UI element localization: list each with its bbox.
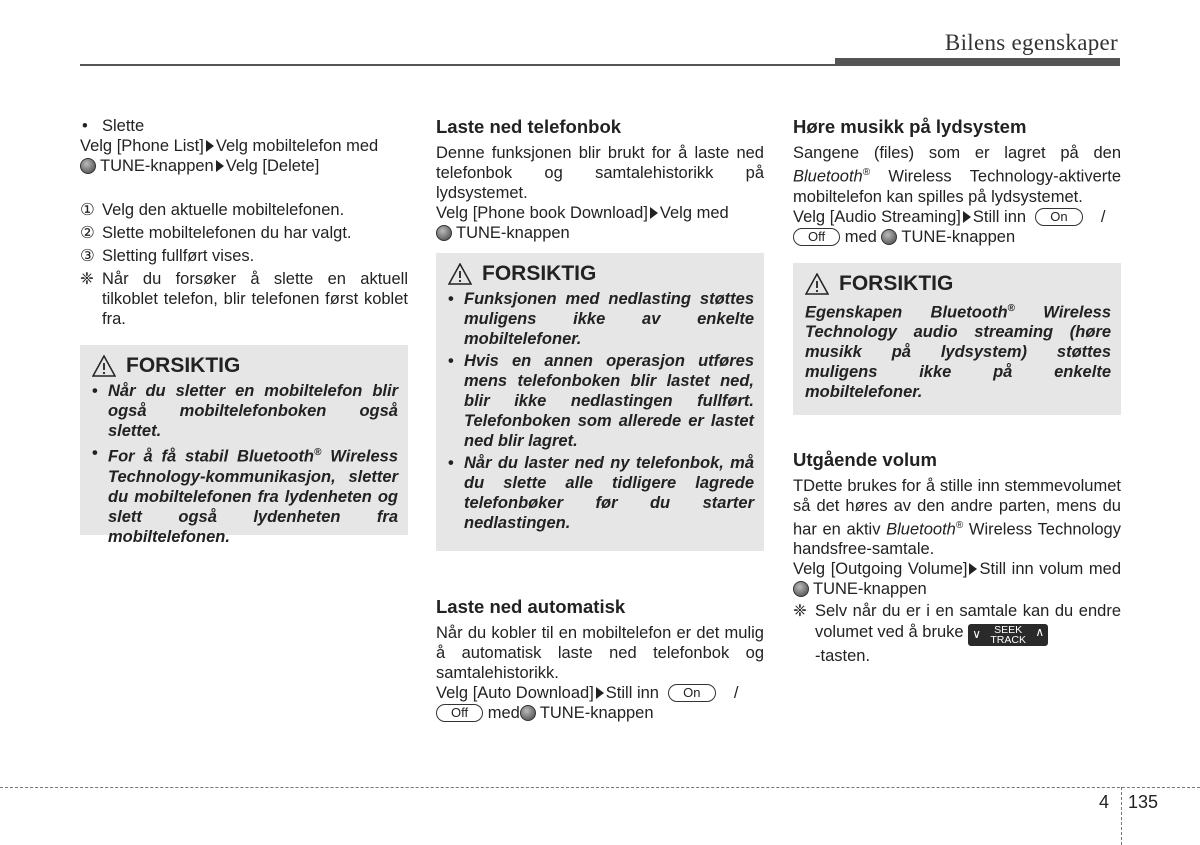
arrow-right-icon bbox=[596, 687, 604, 699]
step-text: Velg den aktuelle mobiltelefonen. bbox=[102, 201, 345, 219]
text: For å få stabil Bluetooth bbox=[108, 447, 315, 466]
instruction bbox=[793, 207, 1121, 247]
seek-label: SEEK bbox=[994, 624, 1023, 636]
chevron-down-icon: ∨ bbox=[972, 627, 981, 641]
paragraph bbox=[793, 143, 1121, 207]
list-item: • Hvis en annen operasjon utføres mens telefonboken blir lastet ned, blir ikke nedlastingen fullført. Telefonboken som allerede er lastet ned blir lagret. bbox=[446, 351, 754, 451]
instr-text: Still inn bbox=[605, 684, 659, 702]
text: TDette brukes for å stille inn stemmevolumet så det høres av den andre parten, mens du har en aktiv bbox=[793, 476, 1121, 538]
section-heading: Laste ned telefonbok bbox=[436, 116, 622, 137]
step-text: Sletting fullført vises. bbox=[102, 247, 255, 265]
step-text: Slette mobiltelefonen du har valgt. bbox=[102, 224, 352, 242]
tune-knob-icon bbox=[80, 158, 96, 174]
footer-divider bbox=[0, 787, 1200, 788]
instruction bbox=[793, 559, 1121, 599]
delete-steps bbox=[80, 200, 408, 266]
instr-text: TUNE-knappen bbox=[813, 580, 927, 598]
header-bar bbox=[835, 58, 1120, 66]
paragraph bbox=[793, 476, 1121, 560]
arrow-right-icon bbox=[650, 207, 658, 219]
tune-knob-icon bbox=[793, 581, 809, 597]
text: Egenskapen Bluetooth bbox=[805, 303, 1008, 321]
separator: / bbox=[1100, 207, 1106, 226]
text: Wireless Technology audio streaming (høre musikk på lydsystem) støttes muligens ikke på enkelte mobiltelefoner. bbox=[805, 303, 1111, 401]
caution-title bbox=[446, 263, 754, 285]
instr-text: Velg [Phone List] bbox=[80, 137, 204, 155]
registered-mark: ® bbox=[1007, 302, 1015, 314]
section-heading: Laste ned automatisk bbox=[436, 596, 626, 617]
column-left bbox=[80, 116, 408, 546]
column-right bbox=[793, 116, 1121, 667]
list-item: • Funksjonen med nedlasting støttes muligens ikke av enkelte mobiltelefoner. bbox=[446, 289, 754, 349]
chapter-number: 4 bbox=[1099, 792, 1110, 812]
warning-icon bbox=[805, 273, 829, 295]
list-item: • Når du sletter en mobiltelefon blir også mobiltelefonboken også slettet. bbox=[90, 381, 398, 441]
list-item: • Når du laster ned ny telefonbok, må du slette alle tidligere lagrede telefonbøker før du starter nedlastingen. bbox=[446, 453, 754, 533]
paragraph: Denne funksjonen blir brukt for å laste ned telefonbok og samtalehistorikk på lydsystemet. bbox=[436, 144, 764, 202]
caution-title-text: FORSIKTIG bbox=[126, 354, 241, 377]
caution-title bbox=[803, 273, 1111, 295]
page-header-title: Bilens egenskaper bbox=[944, 30, 1118, 55]
instr-text: Velg mobiltelefon med bbox=[215, 137, 379, 155]
instr-text: TUNE-knappen bbox=[539, 704, 654, 722]
bluetooth-text: Bluetooth bbox=[793, 167, 863, 186]
arrow-right-icon bbox=[216, 160, 224, 172]
instr-text: Velg [Auto Download] bbox=[436, 684, 594, 702]
instruction bbox=[436, 683, 764, 723]
section-heading: Utgående volum bbox=[793, 448, 937, 470]
on-button-icon: On bbox=[668, 684, 715, 702]
instr-text: Velg [Outgoing Volume] bbox=[793, 560, 968, 578]
arrow-right-icon bbox=[206, 140, 214, 152]
text: Wireless Technology-kommunikasjon, sletter du mobiltelefonen fra lydenheten og slett også lydenheten fra mobiltelefonen. bbox=[108, 447, 398, 546]
separator: / bbox=[733, 684, 739, 702]
registered-mark: ® bbox=[862, 167, 871, 178]
registered-mark: ® bbox=[955, 519, 964, 531]
caution-box bbox=[80, 345, 408, 546]
list-item bbox=[80, 200, 408, 220]
instr-text: Velg [Audio Streaming] bbox=[793, 207, 961, 226]
instr-text: Velg med bbox=[659, 204, 729, 222]
section-heading: Høre musikk på lydsystem bbox=[793, 116, 1027, 137]
step-number: ③ bbox=[80, 247, 95, 265]
track-label: TRACK bbox=[990, 634, 1026, 646]
note bbox=[793, 601, 1121, 667]
bluetooth-text: Bluetooth bbox=[886, 520, 956, 538]
off-button-icon: Off bbox=[436, 704, 483, 722]
note-text: Når du forsøker å slette en aktuell tilkoblet telefon, blir telefonen først koblet fra. bbox=[102, 270, 408, 328]
instr-text: Velg [Phone book Download] bbox=[436, 204, 648, 222]
warning-icon bbox=[448, 263, 472, 285]
tune-knob-icon bbox=[520, 705, 536, 721]
caution-title-text: FORSIKTIG bbox=[482, 262, 597, 285]
seek-track-key-icon bbox=[968, 624, 1048, 646]
note-text: -tasten. bbox=[815, 647, 871, 665]
delete-instruction bbox=[80, 136, 408, 176]
instr-text: TUNE-knappen bbox=[100, 157, 214, 175]
bullet-slette: • Slette bbox=[80, 116, 408, 136]
list-item bbox=[80, 223, 408, 243]
list-item bbox=[90, 443, 398, 547]
caution-title-text: FORSIKTIG bbox=[839, 271, 954, 295]
warning-icon bbox=[92, 355, 116, 377]
caution-title bbox=[90, 355, 398, 377]
paragraph: Når du kobler til en mobiltelefon er det mulig å automatisk laste ned telefonbok og samtalehistorikk. bbox=[436, 624, 764, 682]
step-number: ① bbox=[80, 201, 95, 219]
instr-text: Velg [Delete] bbox=[225, 157, 320, 175]
on-button-icon: On bbox=[1035, 208, 1082, 226]
instr-text: med bbox=[844, 227, 877, 246]
arrow-right-icon bbox=[969, 563, 977, 575]
caution-list bbox=[90, 381, 398, 547]
note-text: Selv når du er i en samtale kan du endre volumet ved å bruke bbox=[815, 602, 1121, 641]
text: Wireless Technology handsfree-samtale. bbox=[793, 520, 1121, 558]
step-number: ② bbox=[80, 224, 95, 242]
tune-knob-icon bbox=[881, 229, 897, 245]
text: Wireless Technology-aktiverte mobiltelefon kan spilles på lydsystemet. bbox=[793, 167, 1121, 206]
instr-text: TUNE-knappen bbox=[901, 227, 1016, 246]
note-mark: ❈ bbox=[80, 270, 94, 288]
off-button-icon: Off bbox=[793, 228, 840, 246]
arrow-right-icon bbox=[963, 211, 971, 223]
caution-box bbox=[436, 253, 764, 551]
instruction bbox=[436, 203, 764, 243]
column-middle bbox=[436, 116, 764, 723]
caution-box bbox=[793, 263, 1121, 415]
instr-text: Still inn volum med bbox=[979, 560, 1121, 578]
instr-text: med bbox=[487, 704, 520, 722]
footer-vertical-divider bbox=[1121, 787, 1122, 845]
tune-knob-icon bbox=[436, 225, 452, 241]
caution-body bbox=[803, 299, 1111, 403]
text: Sangene (files) som er lagret på den bbox=[793, 144, 1121, 162]
instr-text: TUNE-knappen bbox=[456, 224, 570, 242]
registered-mark: ® bbox=[314, 447, 322, 458]
note-mark: ❈ bbox=[793, 602, 807, 620]
chevron-up-icon: ∧ bbox=[1035, 625, 1045, 639]
list-item bbox=[80, 246, 408, 266]
instr-text: Still inn bbox=[972, 207, 1027, 226]
caution-list bbox=[446, 289, 754, 533]
page-number: 135 bbox=[1128, 792, 1159, 812]
note bbox=[80, 269, 408, 329]
